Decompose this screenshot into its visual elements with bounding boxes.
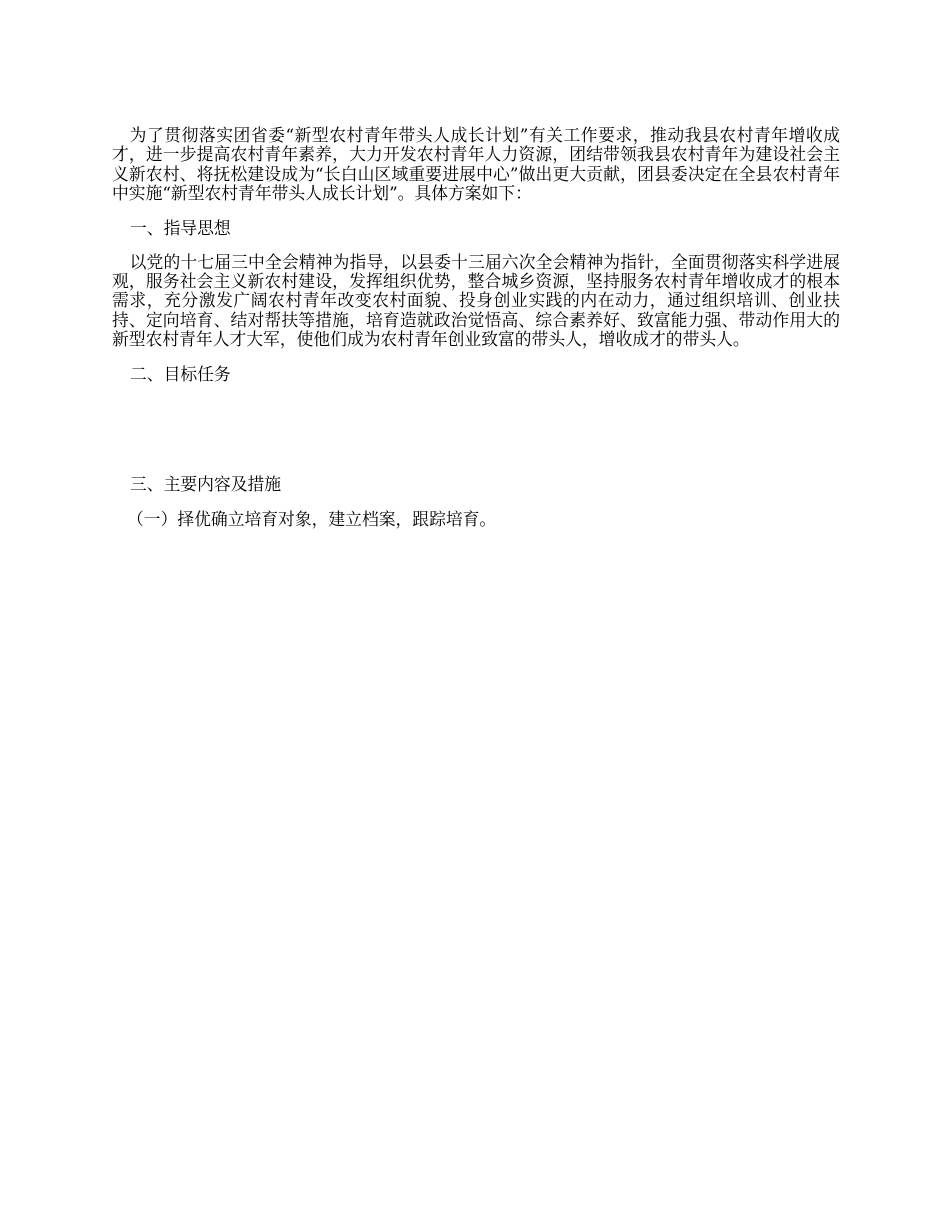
section-heading-goals-tasks: 二、目标任务 — [130, 363, 231, 384]
section-heading-main-content-measures: 三、主要内容及措施 — [130, 473, 282, 494]
section-heading-guiding-ideology: 一、指导思想 — [130, 217, 231, 238]
intro-paragraph: 为了贯彻落实团省委“新型农村青年带头人成长计划”有关工作要求，推动我县农村青年增收成才，进一步提高农村青年素养，大力开发农村青年人力资源，团结带领我县农村青年为建设社会主义新农村、将抚松建设成为“长白山区域重要进展中心”做出更大贡献，团县委决定在全县农村青年中实施“新型农村青年带头人成长计划”。具体方案如下： — [112, 125, 840, 204]
guiding-ideology-paragraph: 以党的十七届三中全会精神为指导，以县委十三届六次全会精神为指针，全面贯彻落实科学进展观，服务社会主义新农村建设，发挥组织优势，整合城乡资源，坚持服务农村青年增收成才的根本需求，充分激发广阔农村青年改变农村面貌、投身创业实践的内在动力，通过组织培训、创业扶持、定向培育、结对帮扶等措施，培育造就政治觉悟高、综合素养好、致富能力强、带动作用大的新型农村青年人才大军，使他们成为农村青年创业致富的带头人，增收成才的带头人。 — [112, 251, 840, 350]
subsection-heading-select-cultivation-targets: （一）择优确立培育对象，建立档案，跟踪培育。 — [127, 508, 497, 529]
document-body — [112, 126, 840, 529]
blank-section-spacer — [112, 399, 840, 474]
